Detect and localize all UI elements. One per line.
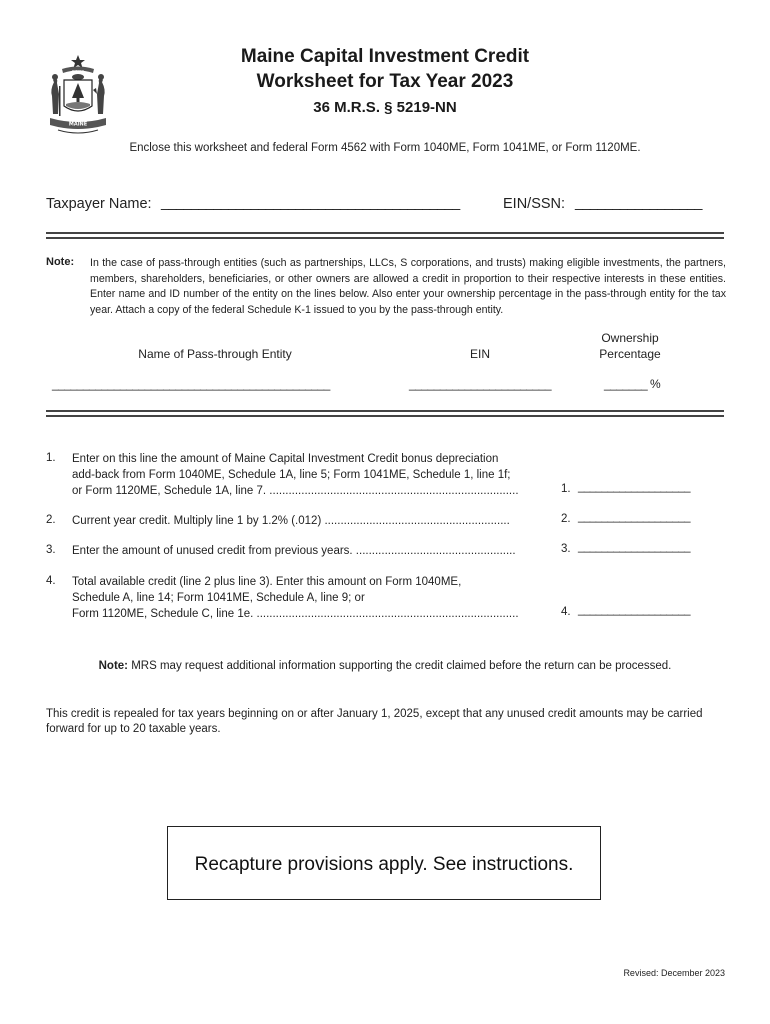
- line-4-text-c: Form 1120ME, Schedule C, line 1e. ..................................................................................: [72, 608, 519, 620]
- line-3-number: 3.: [46, 544, 56, 556]
- taxpayer-name-label: Taxpayer Name:: [46, 196, 152, 212]
- note-mrs-label: Note:: [98, 660, 129, 672]
- statute-reference: 36 M.R.S. § 5219-NN: [313, 99, 457, 116]
- recapture-box: [167, 826, 601, 900]
- line-4-text-b: Schedule A, line 14; Form 1041ME, Schedule A, line 9; or: [72, 592, 365, 604]
- col-ein: EIN: [469, 347, 490, 361]
- line-4-number: 4.: [46, 575, 56, 587]
- form-title: Maine Capital Investment Credit: [240, 46, 530, 67]
- divider-top-2: [46, 237, 724, 239]
- entity-ein-field[interactable]: _______________________: [409, 377, 551, 391]
- ein-ssn-label: EIN/SSN:: [503, 196, 566, 212]
- line-2-amount-field[interactable]: ___________________: [578, 511, 691, 523]
- line-1-text-a: Enter on this line the amount of Maine Capital Investment Credit bonus depreciation: [72, 453, 499, 465]
- col-entity-name: Name of Pass-through Entity: [138, 347, 292, 361]
- ownership-percentage-field[interactable]: _______ %: [604, 377, 661, 391]
- line-2-ref: 2.: [561, 513, 571, 525]
- line-4-text-a: Total available credit (line 2 plus line 3). Enter this amount on Form 1040ME,: [72, 576, 462, 588]
- note-mrs: [0, 660, 770, 672]
- line-1-amount-field[interactable]: ___________________: [578, 481, 691, 493]
- revised-date: Revised: December 2023: [623, 968, 725, 978]
- repeal-paragraph: This credit is repealed for tax years beginning on or after January 1, 2025, except that any unused credit amounts may be carried forward for up to 20 taxable years.: [46, 708, 703, 735]
- entity-name-field[interactable]: _____________________________________________: [52, 377, 330, 391]
- form-subtitle: Worksheet for Tax Year 2023: [256, 71, 514, 92]
- taxpayer-name-field[interactable]: ________________________________________: [161, 195, 460, 211]
- svg-text:MAINE: MAINE: [68, 121, 88, 128]
- line-3-amount-field[interactable]: ___________________: [578, 541, 691, 553]
- divider-top-1: [46, 232, 724, 234]
- ein-ssn-field[interactable]: _________________: [575, 195, 702, 211]
- line-1-text-b: add-back from Form 1040ME, Schedule 1A, line 5; Form 1041ME, Schedule 1, line 1f;: [72, 469, 511, 481]
- divider-mid-2: [46, 415, 724, 417]
- col-ownership-line2: Percentage: [599, 347, 661, 361]
- line-2-text: Current year credit. Multiply line 1 by 1.2% (.012) ..........................................................: [72, 515, 510, 527]
- note-text: In the case of pass-through entities (such as partnerships, LLCs, S corporations, and trusts) making eligible investments, the partners, members, shareholders, beneficiaries, or other owners are allowed a credit in proportion to their respective interests in these entities. Enter name and ID number of the entity on the lines below. Also enter your ownership percentage in the pass-through entity for the tax year. Attach a copy of the federal Schedule K-1 issued to you by the pass-through entity.: [90, 257, 726, 316]
- col-ownership-line1: Ownership: [601, 331, 659, 345]
- note-label: Note:: [46, 256, 75, 268]
- svg-text:DIRIGO: DIRIGO: [71, 69, 85, 74]
- recapture-text: Recapture provisions apply. See instructions.: [194, 854, 574, 875]
- line-3-ref: 3.: [561, 543, 571, 555]
- line-3-text: Enter the amount of unused credit from previous years. ..................................................: [72, 545, 516, 557]
- divider-mid-1: [46, 410, 724, 412]
- line-2-number: 2.: [46, 514, 56, 526]
- line-4-amount-field[interactable]: ___________________: [578, 604, 691, 616]
- enclose-instructions: Enclose this worksheet and federal Form 4562 with Form 1040ME, Form 1041ME, or Form 1120ME.: [129, 142, 641, 154]
- line-1-text-c: or Form 1120ME, Schedule 1A, line 7. ..............................................................................: [72, 485, 519, 497]
- line-4-ref: 4.: [561, 606, 571, 618]
- note-mrs-text: MRS may request additional information supporting the credit claimed before the return can be processed.: [131, 660, 672, 672]
- line-1-ref: 1.: [561, 483, 571, 495]
- line-1-number: 1.: [46, 452, 56, 464]
